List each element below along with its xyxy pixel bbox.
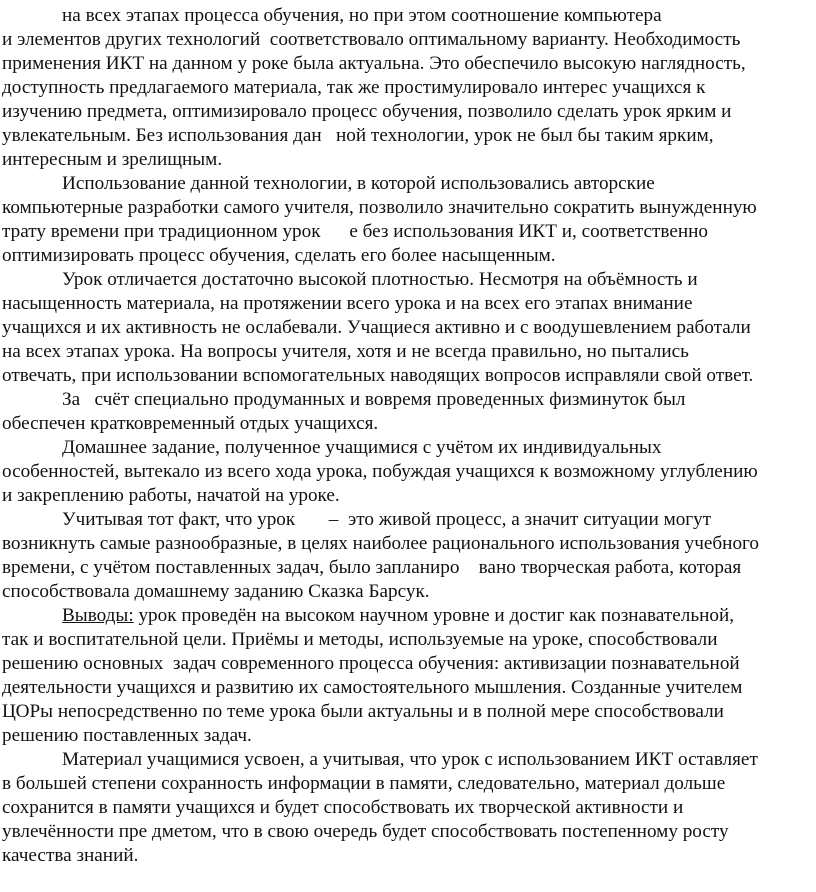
text-line: изучению предмета, оптимизировало процесс обучения, позволило сделать урок ярким и <box>2 101 732 122</box>
text-line: сохранится в памяти учащихся и будет способствовать их творческой активности и <box>2 797 684 818</box>
text-line: на всех этапах процесса обучения, но при этом соотношение компьютера <box>62 5 662 26</box>
text-line: и элементов других технологий соответствовало оптимальному варианту. Необходимость <box>2 29 741 50</box>
text-line: особенностей, вытекало из всего хода урока, побуждая учащихся к возможному углублению <box>2 461 758 482</box>
text-line: деятельности учащихся и развитию их самостоятельного мышления. Созданные учителем <box>2 677 743 698</box>
text-line: Использование данной технологии, в которой использовались авторские <box>62 173 655 194</box>
text-line: применения ИКТ на данном у роке была актуальна. Это обеспечило высокую наглядность, <box>2 53 746 74</box>
text-line: Урок отличается достаточно высокой плотностью. Несмотря на объёмность и <box>62 269 698 290</box>
text-line: ЦОРы непосредственно по теме урока были актуальны и в полной мере способствовали <box>2 701 724 722</box>
text-line: доступность предлагаемого материала, так же простимулировало интерес учащихся к <box>2 77 706 98</box>
text-line: трату времени при традиционном урок е без использования ИКТ и, соответственно <box>2 221 708 242</box>
text-line: учащихся и их активность не ослабевали. Учащиеся активно и с воодушевлением работали <box>2 317 751 338</box>
text-line: в большей степени сохранность информации в памяти, следовательно, материал дольше <box>2 773 726 794</box>
text-line: качества знаний. <box>2 845 139 866</box>
conclusions-label: Выводы: <box>62 605 134 626</box>
text-line: увлекательным. Без использования дан ной технологии, урок не был бы таким ярким, <box>2 125 714 146</box>
text-line: отвечать, при использовании вспомогательных наводящих вопросов исправляли свой ответ. <box>2 365 754 386</box>
text-line: на всех этапах урока. На вопросы учителя, хотя и не всегда правильно, но пытались <box>2 341 689 362</box>
text-line: За счёт специально продуманных и вовремя проведенных физминуток был <box>62 389 686 410</box>
text-line: Домашнее задание, полученное учащимися с учётом их индивидуальных <box>62 437 662 458</box>
text-line: насыщенность материала, на протяжении всего урока и на всех его этапах внимание <box>2 293 693 314</box>
text-line: возникнуть самые разнообразные, в целях наиболее рационального использования учебного <box>2 533 760 554</box>
text-line: Учитывая тот факт, что урок – это живой процесс, а значит ситуации могут <box>62 509 712 530</box>
text-line: Материал учащимися усвоен, а учитывая, что урок с использованием ИКТ оставляет <box>62 749 758 770</box>
text-line: компьютерные разработки самого учителя, позволило значительно сократить вынужденную <box>2 197 757 218</box>
text-line: обеспечен кратковременный отдых учащихся. <box>2 413 379 434</box>
text-line: решению основных задач современного процесса обучения: активизации познавательной <box>2 653 740 674</box>
text-line: и закреплению работы, начатой на уроке. <box>2 485 340 506</box>
conclusions-line <box>62 603 734 629</box>
text-line: урок проведён на высоком научном уровне и достиг как познавательной, <box>138 605 735 626</box>
text-line: так и воспитательной цели. Приёмы и методы, используемые на уроке, способствовали <box>2 629 718 650</box>
text-line: времени, с учётом поставленных задач, было запланиро вано творческая работа, которая <box>2 557 742 578</box>
text-line: способствовала домашнему заданию Сказка Барсук. <box>2 581 430 602</box>
text-line: оптимизировать процесс обучения, сделать его более насыщенным. <box>2 245 556 266</box>
text-line: увлечённости пре дметом, что в свою очередь будет способствовать постепенному росту <box>2 821 729 842</box>
text-line: интересным и зрелищным. <box>2 149 223 170</box>
text-line: решению поставленных задач. <box>2 725 252 746</box>
